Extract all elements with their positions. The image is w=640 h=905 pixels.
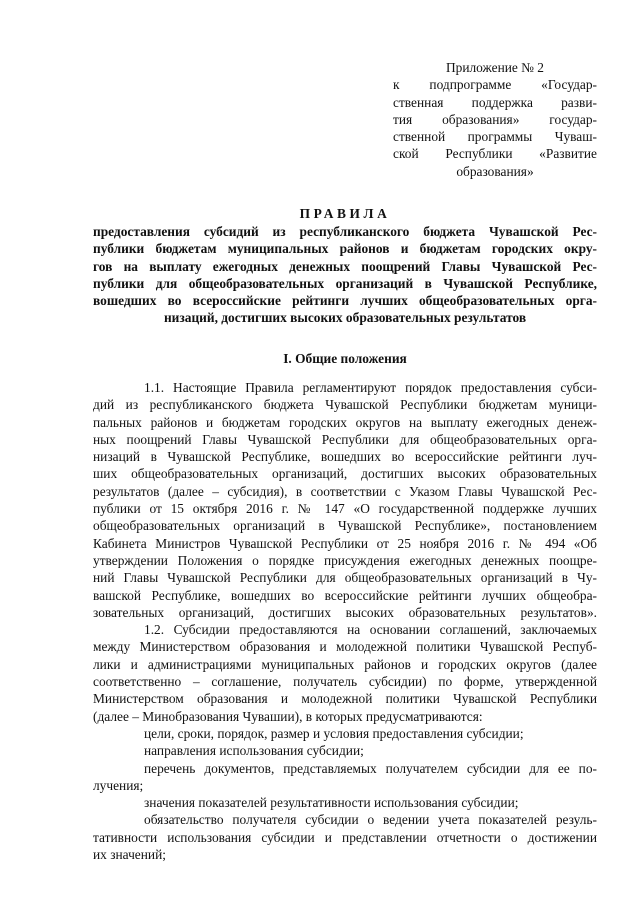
subtitle-line: предоставления субсидий из республиканского бюджета Чувашской Рес- <box>93 224 597 239</box>
body-line: обязательство получателя субсидии о ведении учета показателей резуль- <box>144 812 597 828</box>
body-line: цели, сроки, порядок, размер и условия предоставления субсидии; <box>144 725 524 741</box>
appendix-line: ской Республики «Развитие <box>393 146 597 162</box>
body-line: Кабинета Министров Чувашской Республики от 25 ноября 2016 г. № 494 «Об <box>93 535 597 551</box>
body-line: общеобразовательных организаций в Чувашской Республике», постановлением <box>93 518 597 534</box>
body-line: результатов (далее – субсидия), в соответствии с Указом Главы Чувашской Рес- <box>93 483 597 499</box>
body-line: вашской Республике, вошедших во всероссийские рейтинги лучших общеобра- <box>93 587 597 603</box>
body-line: значения показателей результативности использования субсидии; <box>144 795 519 811</box>
body-line: лучения; <box>93 777 144 793</box>
body-line: зовательных организаций, достигших высоких образовательных результатов». <box>93 604 597 620</box>
appendix-note <box>393 59 597 180</box>
body-line: утверждении Положения о порядке присуждения ежегодных денежных поощре- <box>93 552 597 568</box>
body-line: (далее – Минобразования Чувашии), в которых предусматриваются: <box>93 708 483 724</box>
body-line: перечень документов, представляемых получателем субсидии для ее по- <box>144 760 597 776</box>
appendix-line: Приложение № 2 <box>445 60 545 75</box>
subtitle-line: публики бюджетам муниципальных районов и бюджетам городских окру- <box>93 241 597 257</box>
body-line: ний Главы Чувашской Республики для общеобразовательных организаций в Чу- <box>93 570 597 586</box>
appendix-line: тия образования» государ- <box>393 111 597 127</box>
body-line: соответственно – соглашение, получатель субсидии) по форме, утвержденной <box>93 674 597 690</box>
document-body <box>93 379 597 863</box>
document-subtitle <box>93 223 597 327</box>
body-line: ных поощрений Главы Чувашской Республики для общеобразовательных орга- <box>93 431 597 447</box>
body-line: ших общеобразовательных организаций, достигших высоких образовательных <box>93 466 597 482</box>
body-line: дий из республиканского бюджета Чувашской Республики бюджетам муници- <box>93 397 597 413</box>
body-line: Министерством образования и молодежной политики Чувашской Республики <box>93 691 597 707</box>
appendix-line: к подпрограмме «Государ- <box>393 77 597 93</box>
appendix-line: ственная поддержка разви- <box>393 94 597 110</box>
body-line: их значений; <box>93 847 166 863</box>
appendix-line: образования» <box>456 163 534 179</box>
body-line: направления использования субсидии; <box>144 743 364 759</box>
body-line: пальных районов и бюджетам городских округов на выплату ежегодных денеж- <box>93 414 597 430</box>
appendix-line: ственной программы Чуваш- <box>393 129 597 145</box>
body-line: между Министерством образования и молодежной политики Чувашской Респуб- <box>93 639 597 655</box>
body-line: лики и администрациями муниципальных районов и городских округов (далее <box>93 656 597 672</box>
subtitle-line: гов на выплату ежегодных денежных поощрений Главы Чувашской Рес- <box>93 258 597 274</box>
body-line: публики от 15 октября 2016 г. № 147 «О государственной поддержке лучших <box>93 501 597 517</box>
body-line: низаций в Чувашской Республике, вошедших во всероссийские рейтинги луч- <box>93 449 597 465</box>
subtitle-line: низаций, достигших высоких образовательных результатов <box>163 310 527 326</box>
subtitle-line: вошедших во всероссийские рейтинги лучших общеобразовательных орга- <box>93 293 597 309</box>
body-line: 1.2. Субсидии предоставляются на основании соглашений, заключаемых <box>144 622 597 638</box>
body-line: 1.1. Настоящие Правила регламентируют порядок предоставления субси- <box>144 380 597 395</box>
body-line: тативности использования субсидии и представлении отчетности о достижении <box>93 829 597 845</box>
document-title: ПРАВИЛА <box>299 206 391 221</box>
subtitle-line: публики для общеобразовательных организаций в Чувашской Республике, <box>93 275 597 291</box>
section-heading: I. Общие положения <box>283 351 407 366</box>
